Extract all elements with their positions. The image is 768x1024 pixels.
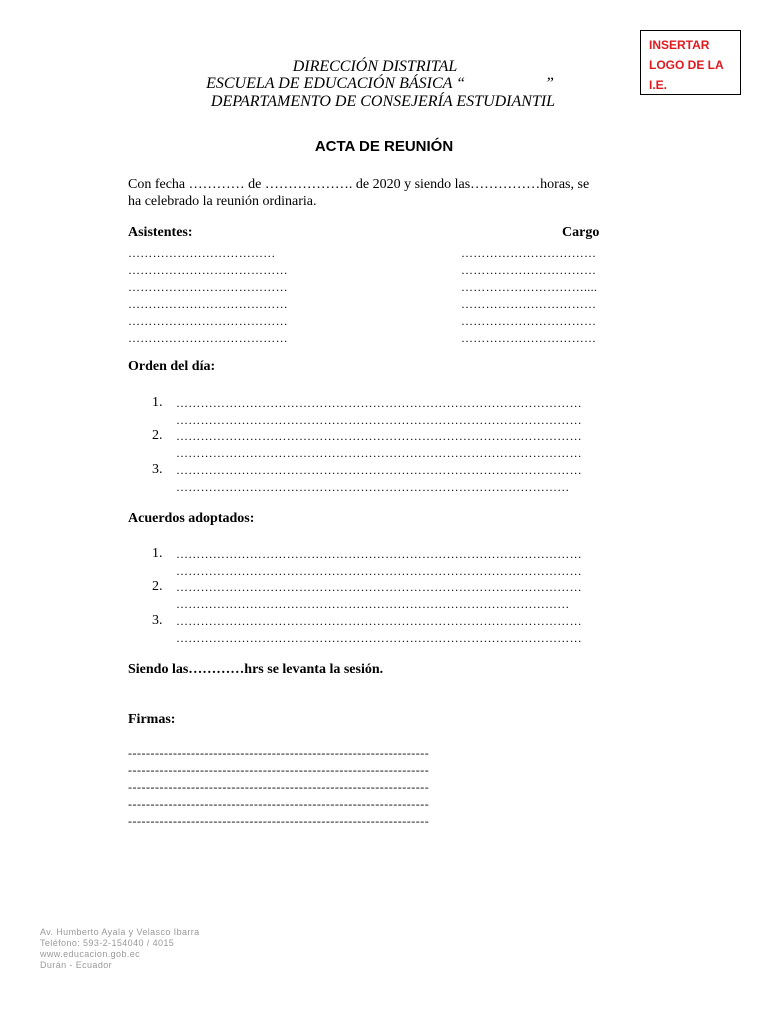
agreement-item-number: 2. xyxy=(152,579,163,594)
agreement-item-line: ……………………………………………………………………………………… xyxy=(176,614,582,628)
agreement-item-line: ……………………………………………………………………………………… xyxy=(176,564,582,578)
footer-phone: Teléfono: 593-2-154040 / 4015 xyxy=(40,938,175,948)
attendees-label: Asistentes: xyxy=(128,225,193,240)
agenda-item-number: 3. xyxy=(152,462,163,477)
attendee-line: ………………………………… xyxy=(128,297,288,311)
document-title: ACTA DE REUNIÓN xyxy=(314,138,454,155)
agreement-item-number: 3. xyxy=(152,613,163,628)
agenda-item-number: 1. xyxy=(152,395,163,410)
header-district: DIRECCIÓN DISTRITAL xyxy=(292,58,458,75)
attendee-line: ………………………………… xyxy=(128,314,288,328)
attendee-line: ………………………………… xyxy=(128,280,288,294)
signature-line: ------------------------------------------------------------------- xyxy=(128,746,430,760)
cargo-line: ………………………….... xyxy=(461,280,598,294)
header-school: ESCUELA DE EDUCACIÓN BÁSICA “ ” xyxy=(206,75,554,92)
agreement-item-line: ……………………………………………………………………………………… xyxy=(176,631,582,645)
logo-placeholder-line: LOGO DE LA xyxy=(649,58,724,72)
cargo-line: …………………………… xyxy=(461,314,597,328)
agenda-item-line: ……………………………………………………………………………………… xyxy=(176,446,582,460)
signature-line: ------------------------------------------------------------------- xyxy=(128,814,430,828)
agenda-label: Orden del día: xyxy=(128,359,216,374)
footer-city: Durán - Ecuador xyxy=(40,960,113,970)
closing-statement: Siendo las…………hrs se levanta la sesión. xyxy=(128,662,384,677)
logo-placeholder-line: I.E. xyxy=(649,78,668,92)
agenda-item-line: ……………………………………………………………………………………… xyxy=(176,413,582,427)
signature-line: ------------------------------------------------------------------- xyxy=(128,780,430,794)
header-department: DEPARTAMENTO DE CONSEJERÍA ESTUDIANTIL xyxy=(210,93,556,110)
footer-address: Av. Humberto Ayala y Velasco Ibarra xyxy=(40,927,200,937)
agreement-item-number: 1. xyxy=(152,546,163,561)
agreements-label: Acuerdos adoptados: xyxy=(128,511,255,526)
signature-line: ------------------------------------------------------------------- xyxy=(128,797,430,811)
footer-website: www.educacion.gob.ec xyxy=(40,949,141,959)
intro-line: Con fecha ………… de ………………. de 2020 y siendo las……………horas, se xyxy=(128,177,590,192)
intro-line: ha celebrado la reunión ordinaria. xyxy=(128,194,317,209)
attendee-line: ……………………………… xyxy=(128,246,276,260)
attendee-line: ………………………………… xyxy=(128,263,288,277)
agreement-item-line: ……………………………………………………………………………………… xyxy=(176,547,582,561)
signature-line: ------------------------------------------------------------------- xyxy=(128,763,430,777)
cargo-line: …………………………… xyxy=(461,263,597,277)
signatures-label: Firmas: xyxy=(128,712,176,727)
cargo-line: …………………………… xyxy=(461,246,597,260)
cargo-line: …………………………… xyxy=(461,297,597,311)
agenda-item-line: ……………………………………………………………………………………… xyxy=(176,429,582,443)
agenda-item-line: ……………………………………………………………………………………… xyxy=(176,463,582,477)
cargo-label: Cargo xyxy=(562,225,600,240)
agreement-item-line: …………………………………………………………………………………… xyxy=(176,597,570,611)
cargo-line: …………………………… xyxy=(461,331,597,345)
agenda-item-line: …………………………………………………………………………………… xyxy=(176,480,570,494)
logo-placeholder-line: INSERTAR xyxy=(649,38,710,52)
agreement-item-line: ……………………………………………………………………………………… xyxy=(176,580,582,594)
attendee-line: ………………………………… xyxy=(128,331,288,345)
agenda-item-number: 2. xyxy=(152,428,163,443)
agenda-item-line: ……………………………………………………………………………………… xyxy=(176,396,582,410)
